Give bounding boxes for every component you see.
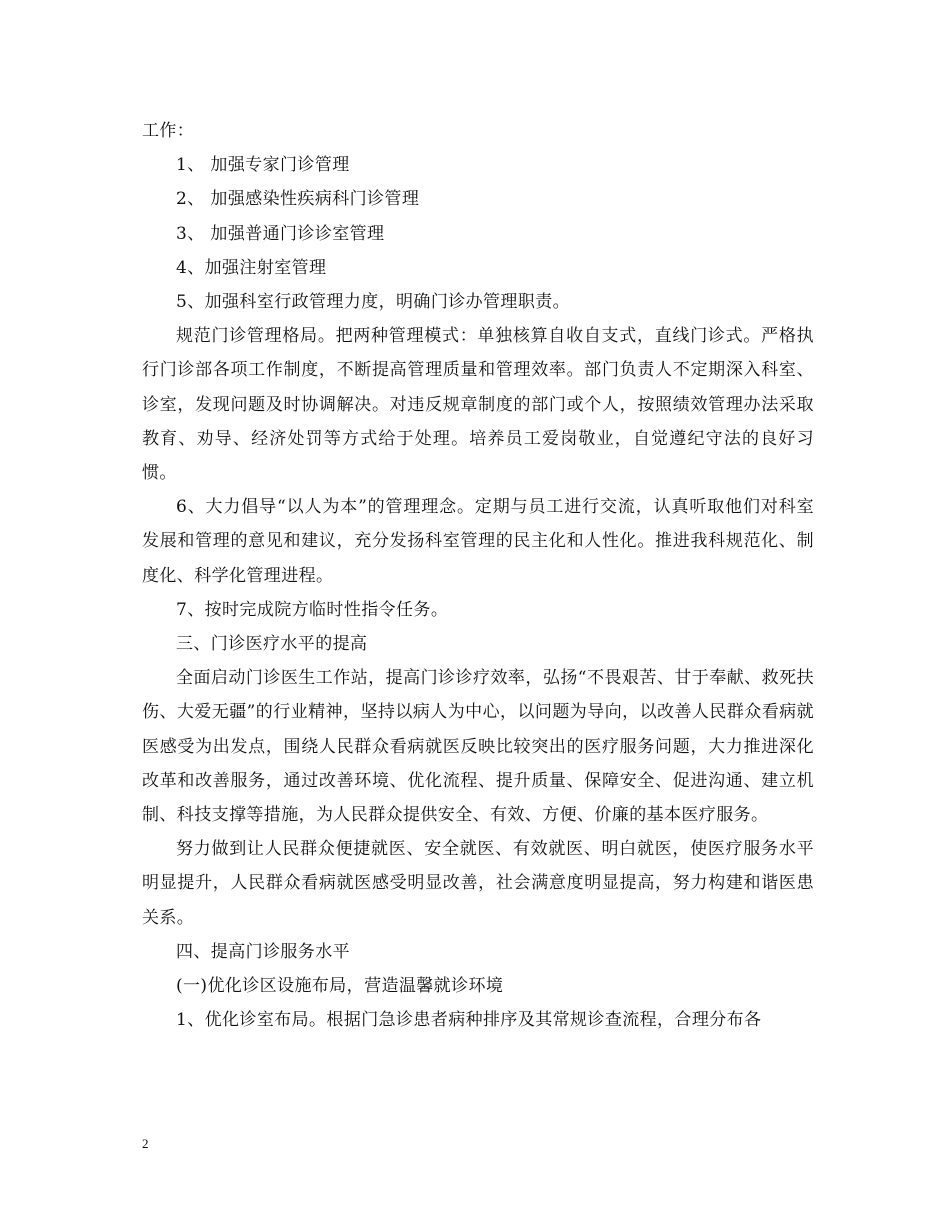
paragraph: 努力做到让人民群众便捷就医、安全就医、有效就医、明白就医，使医疗服务水平明显提升，人民群众看病就医感受明显改善，社会满意度明显提高，努力构建和谐医患关系。 <box>142 839 814 928</box>
paragraph: 6、大力倡导“以人为本”的管理理念。定期与员工进行交流，认真听取他们对科室发展和管理的意见和建议，充分发扬科室管理的民主化和人性化。推进我科规范化、制度化、科学化管理进程。 <box>142 497 814 586</box>
paragraph: 1、优化诊室布局。根据门急诊患者病种排序及其常规诊查流程，合理分布各 <box>176 1010 762 1031</box>
section-heading: 三、门诊医疗水平的提高 <box>176 634 368 655</box>
section-heading: 四、提高门诊服务水平 <box>176 941 350 962</box>
list-item: 5、加强科室行政管理力度，明确门诊办管理职责。 <box>176 292 571 313</box>
list-item: 3、 加强普通门诊诊室管理 <box>176 223 385 244</box>
page-number: 2 <box>142 1136 149 1151</box>
section-lead-text: 工作： <box>142 121 195 141</box>
list-item: 1、 加强专家门诊管理 <box>176 155 350 176</box>
paragraph: 规范门诊管理格局。把两种管理模式：单独核算自收自支式，直线门诊式。严格执行门诊部各项工作制度，不断提高管理质量和管理效率。部门负责人不定期深入科室、诊室，发现问题及时协调解决。对违反规章制度的部门或个人，按照绩效管理办法采取教育、劝导、经济处罚等方式给于处理。培养员工爱岗敬业，自觉遵纪守法的良好习惯。 <box>142 326 814 484</box>
subsection-heading: (一)优化诊区设施布局，营造温馨就诊环境 <box>176 976 504 997</box>
paragraph: 7、按时完成院方临时性指令任务。 <box>176 599 449 620</box>
list-item: 4、加强注射室管理 <box>176 257 327 278</box>
paragraph: 全面启动门诊医生工作站，提高门诊诊疗效率，弘扬“不畏艰苦、甘于奉献、救死扶伤、大爱无疆”的行业精神，坚持以病人为中心，以问题为导向，以改善人民群众看病就医感受为出发点，围绕人民群众看病就医反映比较突出的医疗服务问题，大力推进深化改革和改善服务，通过改善环境、优化流程、提升质量、保障安全、促进沟通、建立机制、科技支撑等措施，为人民群众提供安全、有效、方便、价廉的基本医疗服务。 <box>142 668 814 826</box>
document-body <box>142 114 814 1037</box>
list-item: 2、 加强感染性疾病科门诊管理 <box>176 189 420 210</box>
